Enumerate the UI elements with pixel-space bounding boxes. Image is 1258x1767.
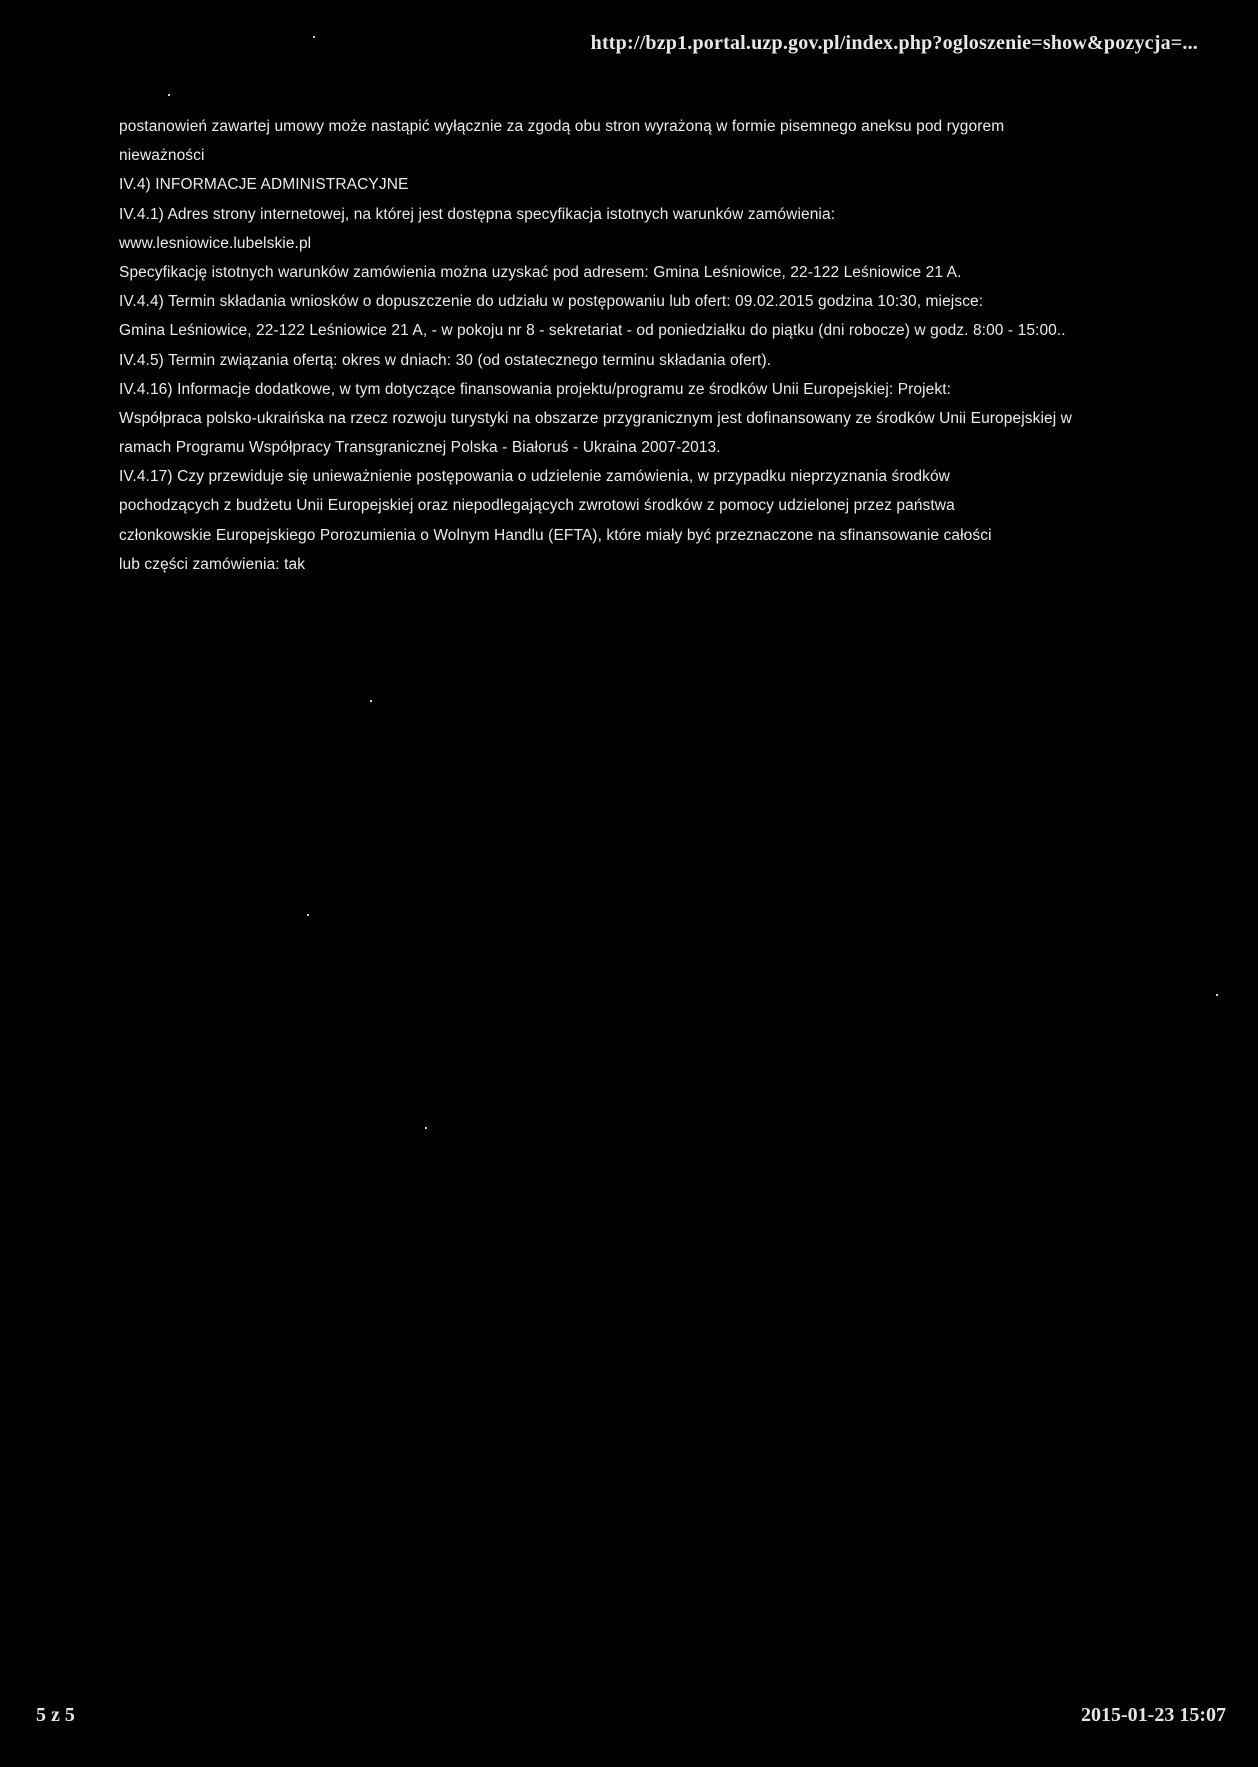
- text-line: IV.4.1) Adres strony internetowej, na której jest dostępna specyfikacja istotnych warunków zamówienia:: [119, 205, 836, 223]
- scan-speck: [370, 700, 372, 702]
- scan-speck: [313, 36, 315, 38]
- text-line: nieważności: [119, 147, 205, 165]
- text-line: postanowień zawartej umowy może nastąpić wyłącznie za zgodą obu stron wyrażoną w formie pisemnego aneksu pod rygorem: [119, 118, 1005, 135]
- text-line: pochodzących z budżetu Unii Europejskiej oraz niepodlegających zwrotowi środków z pomocy udzielonej przez państwa: [119, 497, 955, 515]
- text-line: IV.4.17) Czy przewiduje się unieważnienie postępowania o udzielenie zamówienia, w przypadku nieprzyznania środków: [119, 468, 950, 486]
- text-line: członkowskie Europejskiego Porozumienia o Wolnym Handlu (EFTA), które miały być przeznaczone na sfinansowanie całości: [119, 526, 992, 544]
- text-line: ramach Programu Współpracy Transgranicznej Polska - Białoruś - Ukraina 2007-2013.: [119, 439, 721, 457]
- page-url-header[interactable]: http://bzp1.portal.uzp.gov.pl/index.php?ogloszenie=show&pozycja=...: [590, 32, 1198, 54]
- text-line: IV.4.5) Termin związania ofertą: okres w dniach: 30 (od ostatecznego terminu składania ofert).: [119, 351, 772, 369]
- text-line: IV.4.4) Termin składania wniosków o dopuszczenie do udziału w postępowaniu lub ofert: 09.02.2015 godzina 10:30, miejsce:: [119, 293, 984, 311]
- print-timestamp: 2015-01-23 15:07: [1081, 1704, 1226, 1726]
- document-body: [119, 112, 1139, 579]
- text-line: Gmina Leśniowice, 22-122 Leśniowice 21 A, - w pokoju nr 8 - sekretariat - od poniedziałku do piątku (dni robocze) w godz. 8:00 - 15:00..: [119, 322, 1066, 340]
- text-line: lub części zamówienia: tak: [119, 555, 306, 573]
- text-line: Specyfikację istotnych warunków zamówienia można uzyskać pod adresem: Gmina Leśniowice, 22-122 Leśniowice 21 A.: [119, 263, 962, 281]
- scan-speck: [1216, 994, 1218, 996]
- section-heading: IV.4) INFORMACJE ADMINISTRACYJNE: [119, 176, 409, 194]
- text-line: Współpraca polsko-ukraińska na rzecz rozwoju turystyki na obszarze przygranicznym jest dofinansowany ze środków Unii Europejskiej w: [119, 409, 1072, 427]
- text-line: IV.4.16) Informacje dodatkowe, w tym dotyczące finansowania projektu/programu ze środków Unii Europejskiej: Projekt:: [119, 380, 952, 398]
- scan-speck: [307, 914, 309, 916]
- scan-speck: [168, 94, 170, 96]
- scan-speck: [425, 1127, 427, 1129]
- website-link[interactable]: www.lesniowice.lubelskie.pl: [119, 234, 312, 252]
- page-indicator: 5 z 5: [36, 1704, 75, 1726]
